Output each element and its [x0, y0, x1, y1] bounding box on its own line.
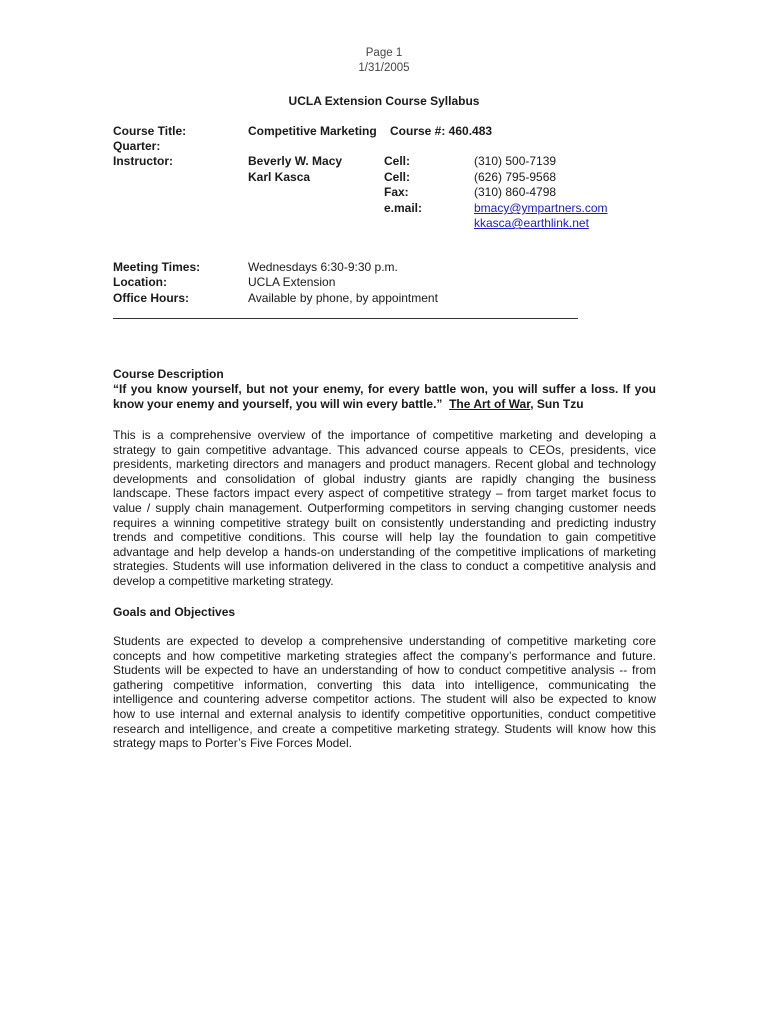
course-title-value: Competitive Marketing — [248, 124, 377, 138]
course-title-label: Course Title: — [113, 124, 187, 138]
document-title: UCLA Extension Course Syllabus — [288, 94, 480, 108]
cell-label-2: Cell: — [384, 170, 411, 184]
cell-number-2: (626) 795-9568 — [474, 170, 557, 184]
email-link-1[interactable]: bmacy@ympartners.com — [474, 201, 608, 215]
fax-label: Fax: — [384, 185, 409, 199]
header-date: 1/31/2005 — [358, 62, 410, 74]
quarter-label: Quarter: — [113, 139, 161, 153]
meeting-times-label: Meeting Times: — [113, 260, 201, 274]
cell-number-1: (310) 500-7139 — [474, 154, 557, 168]
email-label: e.mail: — [384, 201, 423, 215]
book-title: The Art of War — [449, 396, 531, 411]
quote-text: “If you know yourself, but not your enemy, for every battle won, you will suffer a loss. If you know your enemy and yourself, you will win every battle.” — [113, 382, 656, 411]
email-link-2[interactable]: kkasca@earthlink.net — [474, 216, 589, 230]
sun-tzu-quote — [113, 382, 656, 411]
office-hours-value: Available by phone, by appointment — [248, 291, 438, 305]
meeting-times-value: Wednesdays 6:30-9:30 p.m. — [248, 260, 398, 274]
instructor-name-1: Beverly W. Macy — [248, 154, 343, 168]
fax-number: (310) 860-4798 — [474, 185, 557, 199]
section-divider — [113, 318, 578, 319]
course-description-heading: Course Description — [113, 367, 224, 381]
location-value: UCLA Extension — [248, 275, 336, 289]
cell-label-1: Cell: — [384, 154, 411, 168]
instructor-name-2: Karl Kasca — [248, 170, 311, 184]
office-hours-label: Office Hours: — [113, 291, 190, 305]
page-number: Page 1 — [365, 47, 403, 59]
goals-heading: Goals and Objectives — [113, 605, 236, 619]
instructor-label: Instructor: — [113, 154, 173, 168]
course-number: Course #: 460.483 — [390, 124, 493, 138]
quote-author: , Sun Tzu — [530, 396, 584, 411]
course-description-body: This is a comprehensive overview of the importance of competitive marketing and developing a strategy to gain competitive advantage. This advanced course appeals to CEOs, presidents, vice presidents, marketing directors and managers and product managers. Recent global and technology developments and consolidation of global industry giants are rapidly changing the business landscape. These factors impact every aspect of competitive strategy – from target market focus to value / supply chain management. Outperforming competitors in serving changing customer needs requires a winning competitive strategy built on consistently understanding and predicting industry trends and competitive conditions. This course will help lay the foundation to gain competitive advantage and help develop a hands-on understanding of the competitive implications of marketing strategies. Students will use information delivered in the class to conduct a competitive analysis and develop a competitive marketing strategy. — [113, 428, 656, 588]
goals-body: Students are expected to develop a comprehensive understanding of competitive marketing core concepts and how competitive marketing strategies affect the company’s performance and future. Students will be expected to have an understanding of how to conduct competitive analysis -- from gathering competitive information, converting this data into intelligence, communicating the intelligence and countering adverse competitor actions. The student will also be expected to know how to use internal and external analysis to identify competitive opportunities, conduct competitive research and intelligence, and create a competitive marketing strategy. Students will know how this strategy maps to Porter’s Five Forces Model. — [113, 634, 656, 751]
location-label: Location: — [113, 275, 167, 289]
